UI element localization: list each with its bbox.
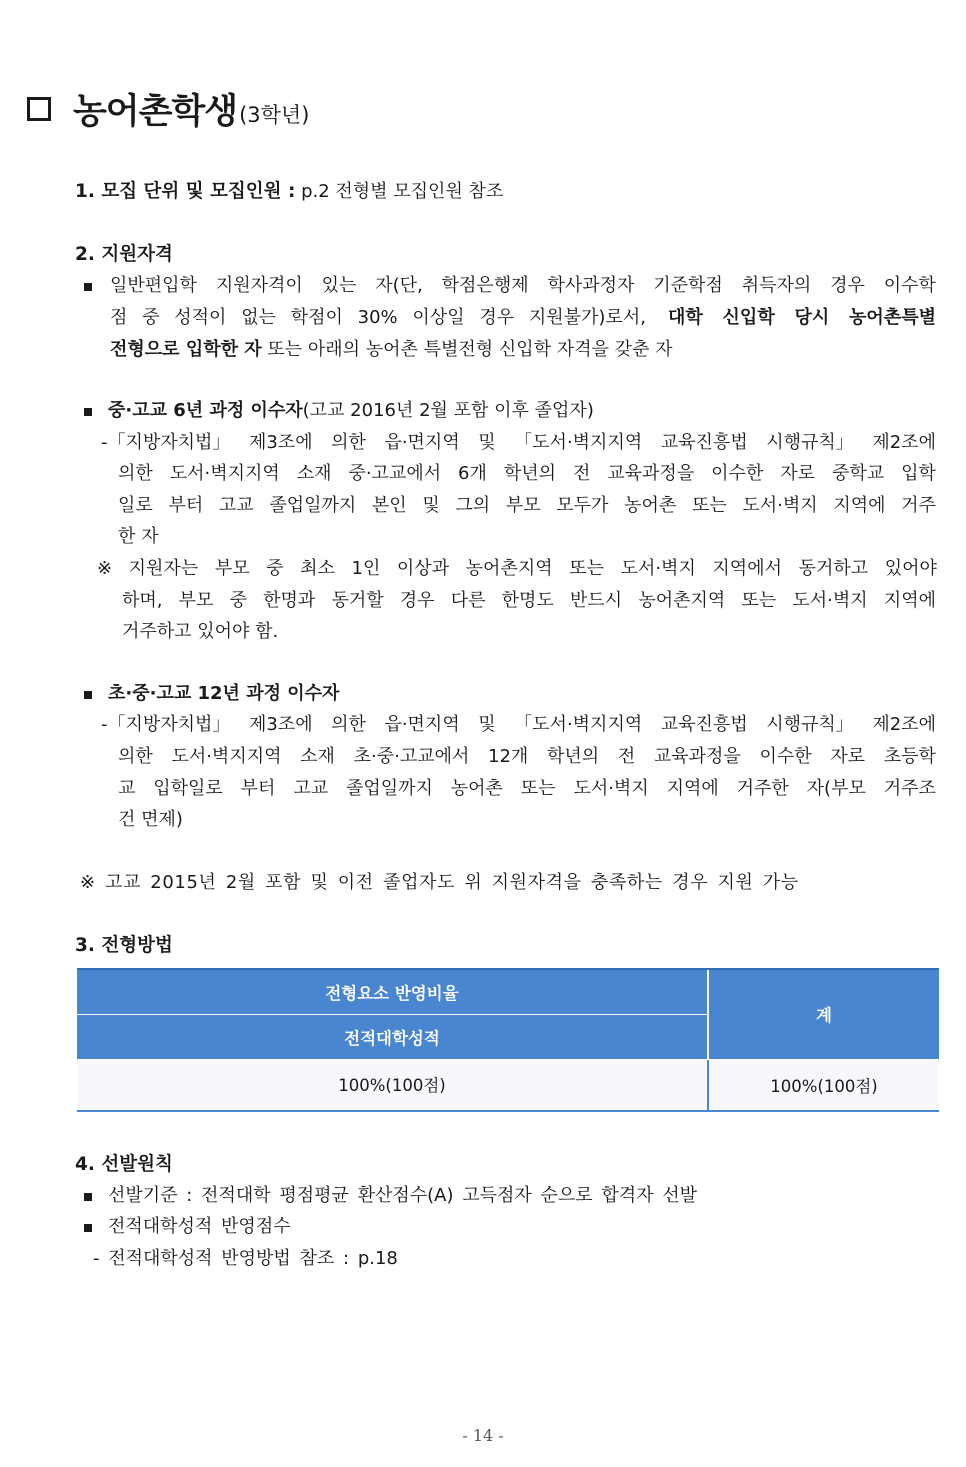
word: 도서·벽지 — [620, 558, 696, 579]
word: 고교 — [293, 778, 329, 799]
word: 신입학 — [722, 307, 775, 328]
word: 경우 — [399, 590, 435, 611]
word: 학년의 — [503, 463, 556, 484]
word: -「지방자치법」 — [101, 432, 231, 453]
word: 학점이 — [290, 307, 343, 328]
word: 부모 — [178, 590, 214, 611]
word: 경우 — [830, 275, 865, 296]
word: 의한 — [118, 746, 153, 767]
word: 「도서·벽지지역 — [514, 432, 643, 453]
word: 대학 — [668, 307, 703, 328]
word: 부터 — [168, 495, 204, 516]
word: 하며, — [122, 590, 163, 611]
word: 교육과정을 — [607, 463, 695, 484]
word: 지역에 — [833, 495, 886, 516]
table-header-ratio: 전형요소 반영비율 — [77, 969, 708, 1015]
word: 및 — [422, 495, 440, 516]
word: 부모 — [214, 558, 250, 579]
word: 졸업일까지 — [269, 495, 357, 516]
word: 및 — [478, 714, 496, 735]
s2-bullet3-detail2 — [118, 745, 936, 769]
word: 농어촌 — [450, 778, 503, 799]
table-header-transfer-grade: 전적대학성적 — [77, 1015, 708, 1060]
bullet-icon — [84, 283, 92, 291]
word: 도서·벽지지역 — [171, 746, 282, 767]
word: 중·고교에서 — [348, 463, 442, 484]
s2-bullet2-bold: 중·고교 6년 과정 이수자 — [108, 400, 303, 421]
page-number: - 14 - — [462, 1426, 504, 1445]
word: 학사과정자 — [547, 275, 635, 296]
section-3-heading: 3. 전형방법 — [75, 935, 173, 956]
word: 일반편입학 — [110, 275, 197, 296]
s2-bullet2-detail1 — [101, 431, 936, 455]
bullet-icon — [84, 1224, 92, 1232]
word: 점 — [110, 307, 128, 328]
word: 지원자격이 — [215, 275, 303, 296]
s4-bullet2: 전적대학성적 반영점수 — [108, 1216, 291, 1237]
word: -「지방자치법」 — [101, 714, 231, 735]
word: 모두가 — [556, 495, 609, 516]
word: 입학일로 — [153, 778, 223, 799]
word: 동거하고 — [798, 558, 869, 579]
s2-note1-line2 — [122, 589, 936, 613]
word: 교육진흥법 — [660, 432, 748, 453]
word: 이수한 — [759, 746, 812, 767]
word: 중 — [266, 558, 284, 579]
word: 기준학점 — [653, 275, 723, 296]
word: 학점은행제 — [441, 275, 529, 296]
word: 그의 — [455, 495, 491, 516]
word: 반드시 — [570, 590, 623, 611]
word: 중학교 — [831, 463, 885, 484]
table-cell: 100%(100점) — [77, 1059, 708, 1111]
title-sub: (3학년) — [239, 103, 310, 127]
s2-bullet3-title: 초·중·고교 12년 과정 이수자 — [108, 683, 340, 704]
section-2-heading: 2. 지원자격 — [75, 244, 173, 265]
word: 농어촌지역 — [638, 590, 726, 611]
word: 시행규칙」 — [766, 432, 854, 453]
s2-bullet1-line3 — [110, 338, 673, 362]
word: 제2조에 — [872, 714, 936, 735]
bullet-icon — [84, 691, 92, 699]
word: 교 — [118, 778, 136, 799]
word: 읍·면지역 — [384, 432, 460, 453]
word: 거주 — [901, 495, 936, 516]
word: 성적이 — [174, 307, 227, 328]
word: 소재 — [296, 463, 332, 484]
word: 또는 — [741, 590, 777, 611]
section-1-heading: 1. 모집 단위 및 모집인원 : — [75, 181, 296, 202]
word: 제3조에 — [248, 714, 313, 735]
s2-bullet2-plain: (고교 2016년 2월 포함 이후 졸업자) — [302, 400, 594, 421]
section-1 — [75, 180, 503, 204]
word: 다른 — [450, 590, 486, 611]
word: 교육과정을 — [653, 746, 741, 767]
word: 교육진흥법 — [660, 714, 748, 735]
word: 농어촌특별 — [849, 307, 936, 328]
word: 자로 — [780, 463, 816, 484]
word: 지원자는 — [128, 558, 199, 579]
word: 의한 — [118, 463, 153, 484]
word: 입학 — [901, 463, 936, 484]
word: 또는 — [569, 558, 604, 579]
s2-bullet3-detail4: 건 면제) — [118, 809, 183, 830]
word: 자로 — [830, 746, 866, 767]
word: 6개 — [458, 463, 487, 484]
word: 있어야 — [884, 558, 937, 579]
table-header-total: 계 — [708, 969, 939, 1059]
word: 있는 — [321, 275, 357, 296]
word: 이수학 — [883, 275, 936, 296]
word: 거주조 — [883, 778, 936, 799]
bullet-icon — [84, 408, 92, 416]
word: 고교 — [218, 495, 254, 516]
word: 또는 — [520, 778, 556, 799]
s2-bullet2-detail2 — [118, 462, 936, 486]
word: 초·중·고교에서 — [353, 746, 470, 767]
word: 자(단, — [375, 275, 423, 296]
word: 시행규칙」 — [766, 714, 854, 735]
s4-detail1: - 전적대학성적 반영방법 참조 : p.18 — [93, 1248, 398, 1269]
word: 자(부모 — [806, 778, 866, 799]
word: 도서·벽지지역 — [169, 463, 280, 484]
s2-bullet1-line1 — [110, 274, 936, 298]
s4-bullet1: 선발기준 : 전적대학 평점평균 환산점수(A) 고득점자 순으로 합격자 선발 — [108, 1185, 698, 1206]
word: 동거할 — [331, 590, 384, 611]
s2-bullet2-title — [108, 399, 594, 423]
word: 농어촌 — [624, 495, 677, 516]
word: 지역에 — [883, 590, 936, 611]
s2-bullet1-line2-bold — [668, 306, 936, 330]
word: 도서·벽지 — [573, 778, 649, 799]
word: 의한 — [331, 714, 366, 735]
word: 소재 — [300, 746, 335, 767]
word: 없는 — [241, 307, 276, 328]
word: 취득자의 — [741, 275, 812, 296]
word: 이상과 — [396, 558, 450, 579]
word: 당시 — [794, 307, 830, 328]
bullet-icon — [84, 1193, 92, 1201]
word: 일로 — [118, 495, 153, 516]
word: 농어촌지역 — [465, 558, 553, 579]
word: 제2조에 — [872, 432, 936, 453]
word: 전 — [572, 463, 591, 484]
s2-bullet3-detail3 — [118, 777, 936, 801]
s2-bullet1-line2 — [110, 306, 936, 330]
word: 도서·벽지 — [742, 495, 818, 516]
method-table — [77, 968, 939, 1112]
s2-bullet1-line2-plain — [110, 306, 646, 330]
checkbox-square-icon — [27, 97, 51, 121]
word: 제3조에 — [248, 432, 313, 453]
word: 경우 — [479, 307, 515, 328]
s2-bullet1-line3-plain: 또는 아래의 농어촌 특별전형 신입학 자격을 갖춘 자 — [267, 339, 673, 360]
word: 초등학 — [883, 746, 936, 767]
s2-note2: ※ 고교 2015년 2월 포함 및 이전 졸업자도 위 지원자격을 충족하는 경우 지원 가능 — [80, 872, 799, 893]
s2-note1-line1 — [97, 557, 937, 581]
s2-note1-line3: 거주하고 있어야 함. — [122, 621, 279, 642]
word: 이수한 — [711, 463, 764, 484]
table-row — [77, 1059, 939, 1111]
section-4-heading: 4. 선발원칙 — [75, 1154, 173, 1175]
word: 30% — [357, 307, 398, 328]
word: 거주한 — [736, 778, 789, 799]
word: 의한 — [331, 432, 366, 453]
word: 전 — [617, 746, 636, 767]
word: 도서·벽지 — [792, 590, 868, 611]
word: 1인 — [351, 558, 381, 579]
word: 최소 — [300, 558, 335, 579]
word: ※ — [97, 558, 113, 579]
word: 한명과 — [263, 590, 316, 611]
word: 본인 — [371, 495, 407, 516]
word: 및 — [478, 432, 496, 453]
word: 지원불가)로서, — [528, 307, 646, 328]
word: 부모 — [505, 495, 541, 516]
s2-bullet3-detail1 — [101, 713, 936, 737]
word: 읍·면지역 — [384, 714, 460, 735]
table-cell: 100%(100점) — [708, 1059, 939, 1111]
s2-bullet2-detail4: 한 자 — [118, 526, 159, 547]
word: 학년의 — [546, 746, 600, 767]
word: 지역에 — [666, 778, 719, 799]
s2-bullet1-line3-bold: 전형으로 입학한 자 — [110, 339, 262, 360]
word: 중 — [142, 307, 160, 328]
section-title — [27, 84, 309, 134]
word: 12개 — [488, 746, 529, 767]
word: 「도서·벽지지역 — [514, 714, 643, 735]
section-1-text: p.2 전형별 모집인원 참조 — [301, 181, 504, 202]
word: 또는 — [691, 495, 727, 516]
word: 한명도 — [501, 590, 554, 611]
title-main: 농어촌학생 — [73, 92, 238, 132]
word: 졸업일까지 — [345, 778, 433, 799]
word: 부터 — [240, 778, 276, 799]
word: 이상일 — [412, 307, 465, 328]
word: 중 — [229, 590, 247, 611]
s2-bullet2-detail3 — [118, 494, 936, 518]
word: 지역에서 — [712, 558, 782, 579]
